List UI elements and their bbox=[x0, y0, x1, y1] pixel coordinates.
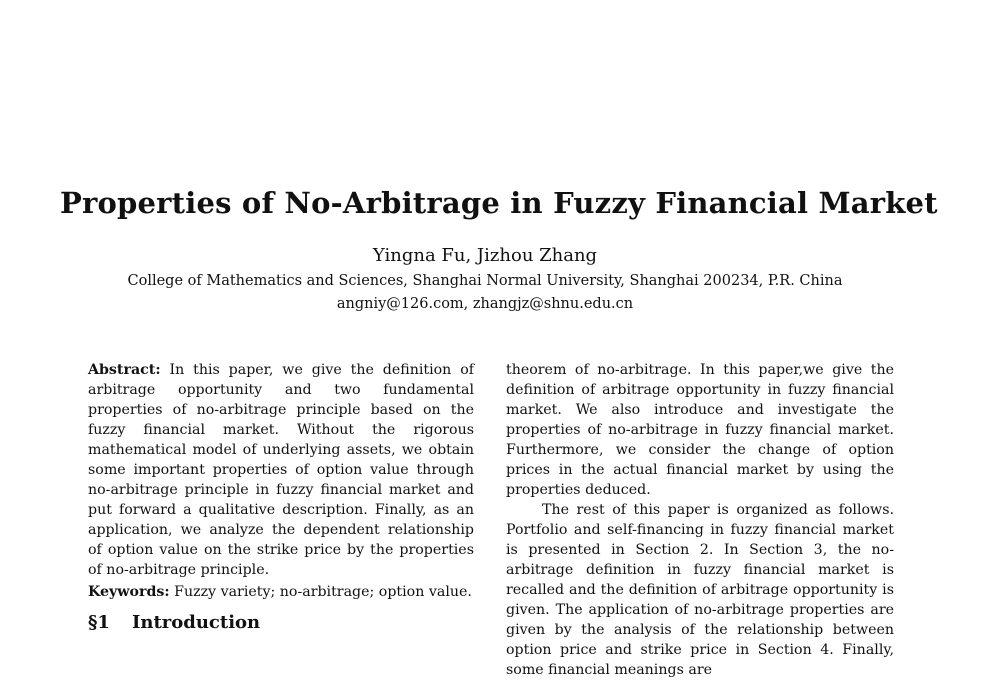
abstract-text: In this paper, we give the definition of arbitrage opportunity and two fundamental properties of no-arbitrage principle based on the fuzzy financial market. Without the rigorous mathematical model of underlying assets, we obtain some important properties of option value through no-arbitrage principle in fuzzy financial market and put forward a qualitative description. Finally, as an application, we analyze the dependent relationship of option value on the strike price by the properties of no-arbitrage principle. bbox=[88, 362, 474, 578]
author-affiliation: College of Mathematics and Sciences, Shanghai Normal University, Shanghai 200234, P.R. China bbox=[127, 273, 843, 289]
paper-title: Properties of No-Arbitrage in Fuzzy Financial Market bbox=[60, 186, 938, 220]
section-heading-introduction bbox=[88, 612, 260, 633]
section-number: §1 bbox=[88, 612, 110, 633]
abstract-paragraph bbox=[88, 360, 474, 580]
paper-authors: Yingna Fu, Jizhou Zhang bbox=[372, 245, 598, 266]
author-emails: angniy@126.com, zhangjz@shnu.edu.cn bbox=[336, 296, 634, 312]
keywords-text: Fuzzy variety; no-arbitrage; option value. bbox=[174, 584, 472, 600]
body-paragraph-2: The rest of this paper is organized as follows. Portfolio and self-financing in fuzzy financial market is presented in Section 2. In Section 3, the no-arbitrage definition in fuzzy financial market is recalled and the definition of arbitrage opportunity is given. The application of no-arbitrage properties are given by the analysis of the relationship between option price and strike price in Section 4. Finally, some financial meanings are bbox=[506, 502, 894, 678]
section-title: Introduction bbox=[131, 612, 261, 633]
body-paragraph-1: theorem of no-arbitrage. In this paper,we give the definition of arbitrage opportunity in fuzzy financial market. We also introduce and investigate the properties of no-arbitrage in fuzzy financial market. Furthermore, we consider the change of option prices in the actual financial market by using the properties deduced. bbox=[506, 362, 894, 498]
left-column bbox=[88, 360, 474, 602]
keywords-label: Keywords: bbox=[88, 584, 170, 600]
keywords-paragraph bbox=[88, 582, 474, 602]
right-column bbox=[506, 360, 894, 680]
abstract-label: Abstract: bbox=[88, 362, 161, 378]
